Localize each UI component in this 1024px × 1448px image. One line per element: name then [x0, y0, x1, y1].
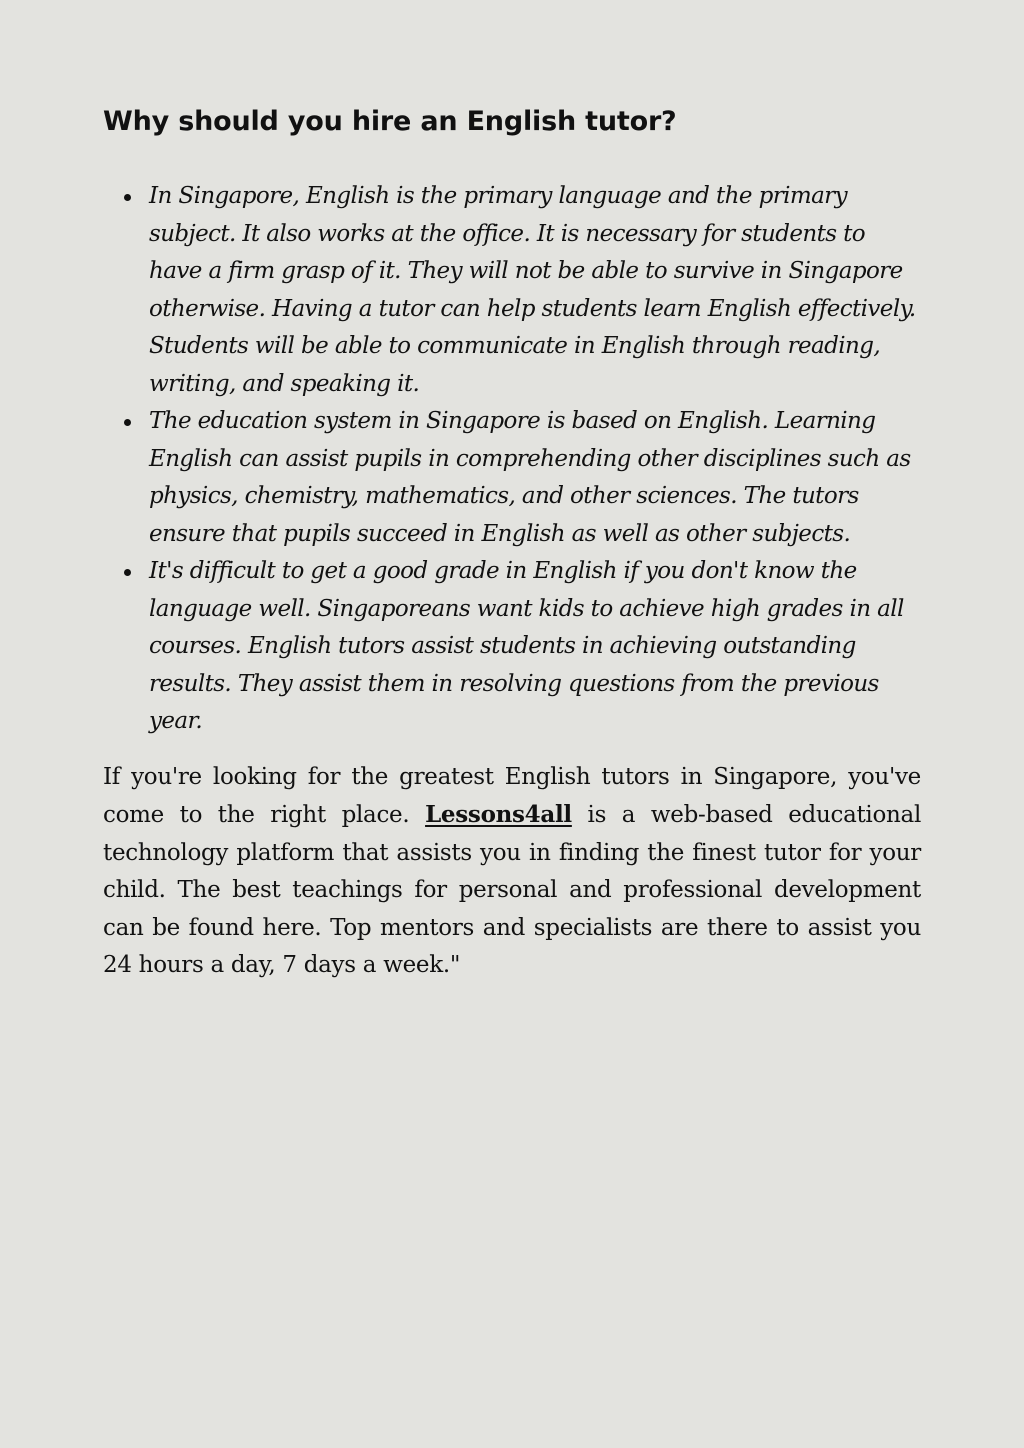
- page-title: Why should you hire an English tutor?: [103, 106, 677, 137]
- list-item-text: It's difficult to get a good grade in English if you don't know the language well. Singaporeans want kids to achieve high grades in all courses. English tutors assist students in achieving outstanding results. They assist them in resolving questions from the previous year.: [149, 558, 904, 734]
- reasons-list: [103, 178, 921, 741]
- closing-text-end: is a web-based educational technology platform that assists you in finding the finest tutor for your child. The best teachings for personal and professional development can be found here. Top mentors and specialists are there to assist you 24 hours a day, 7 days a week.": [103, 802, 922, 978]
- list-item: [103, 553, 921, 741]
- list-item: [103, 178, 921, 403]
- closing-paragraph: [103, 759, 921, 985]
- list-item-text: In Singapore, English is the primary language and the primary subject. It also works at the office. It is necessary for students to have a firm grasp of it. They will not be able to survive in Singapore otherwise. Having a tutor can help students learn English effectively. Students will be able to communicate in English through reading, writing, and speaking it.: [149, 183, 916, 397]
- document-page: [103, 100, 921, 985]
- closing-text-start: If you're looking for the greatest English tutors in Singapore, you've come to the right place.: [103, 763, 921, 828]
- list-item-text: The education system in Singapore is based on English. Learning English can assist pupils in comprehending other disciplines such as physics, chemistry, mathematics, and other sciences. The tutors ensure that pupils succeed in English as well as other subjects.: [149, 408, 911, 547]
- list-item: [103, 403, 921, 553]
- lessons4all-link[interactable]: Lessons4all: [425, 801, 572, 828]
- bullet-icon: [124, 194, 131, 201]
- bullet-icon: [124, 419, 131, 426]
- bullet-icon: [124, 569, 131, 576]
